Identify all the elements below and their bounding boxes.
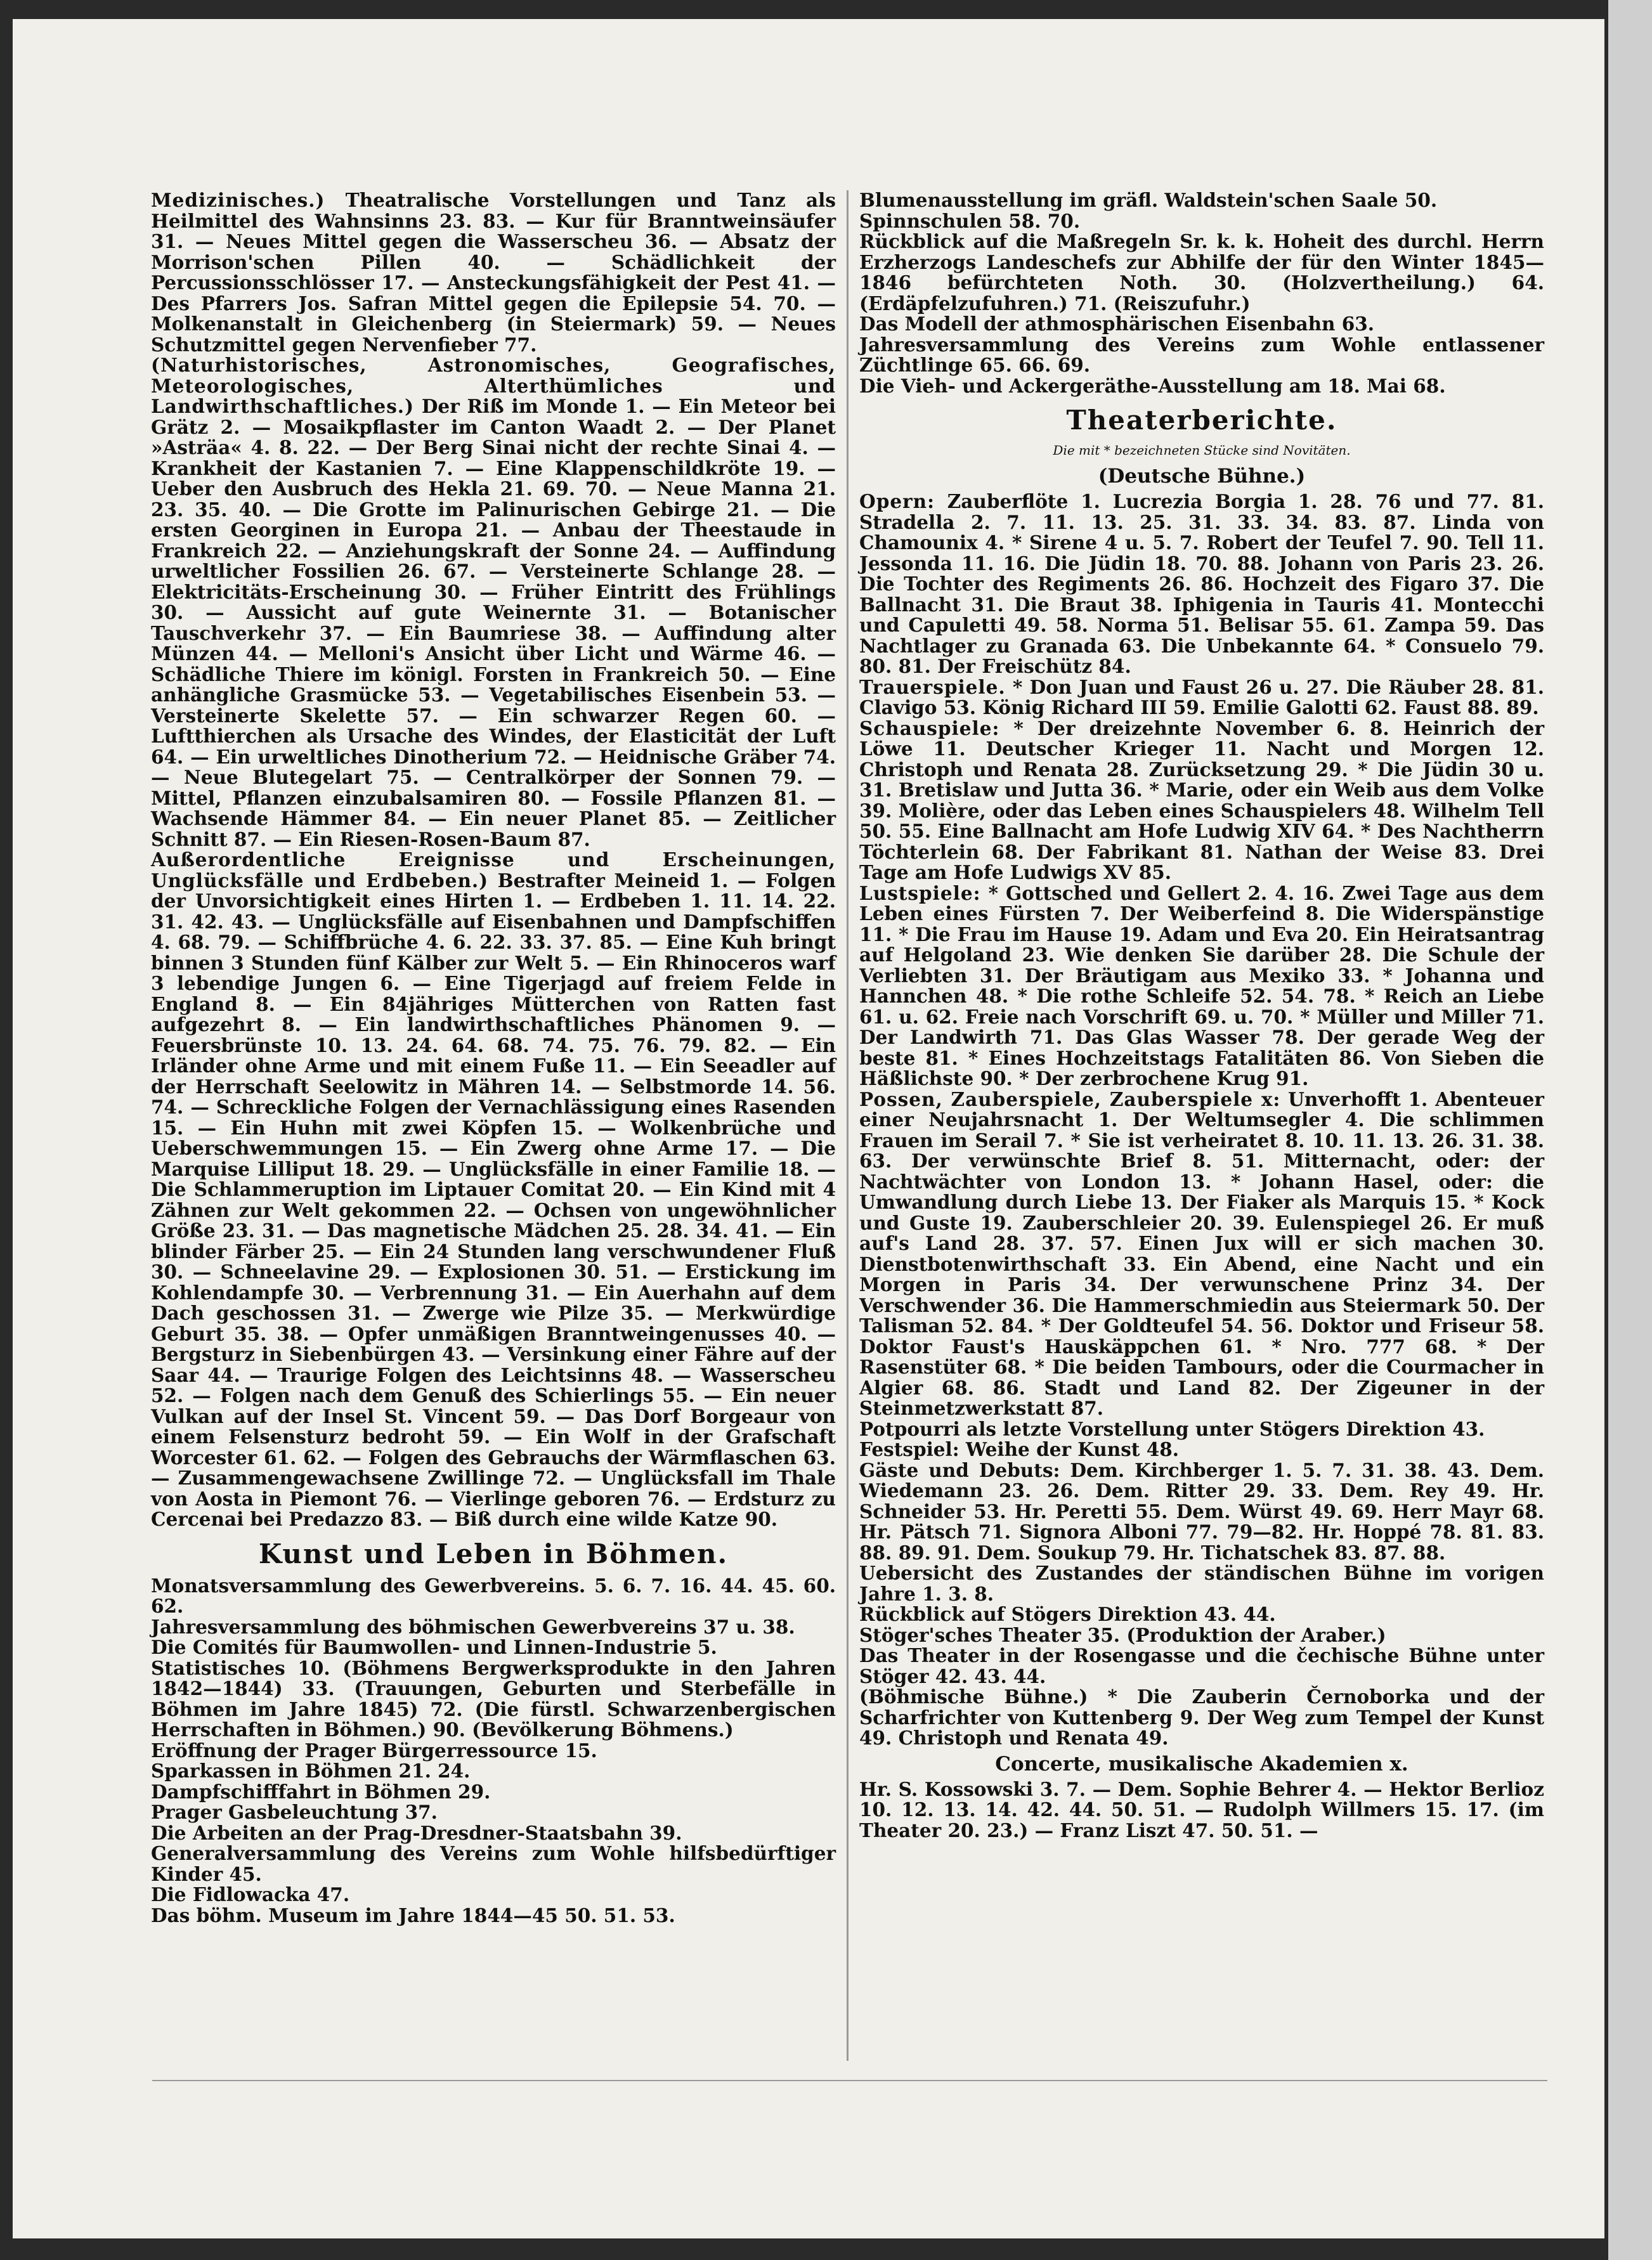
scan-top-edge xyxy=(0,0,1652,19)
left-column xyxy=(151,190,836,1926)
list-item: Die Vieh- und Ackergeräthe-Ausstellung am 18. Mai 68. xyxy=(859,374,1446,397)
list-item: Statistisches 10. (Böhmens Bergwerksprodukte in den Jahren 1842—1844) 33. (Trauungen, Geburten und Sterbefälle in Böhmen im Jahre 1845) 72. (Die fürstl. Schwarzenbergischen Herrschaften in Böhmen.) 90. (Bevölkerung Böhmens.) xyxy=(151,1656,836,1741)
list-item: Monatsversammlung des Gewerbvereins. 5. 6. 7. 16. 44. 45. 60. 62. xyxy=(151,1574,836,1617)
theatre-entry-comedies: Lustspiele: * Gottsched und Gellert 2. 4. 16. Zwei Tage aus dem Leben eines Fürsten 7. Der Weiberfeind 8. Die Widerspänstige 11. * Die Frau im Hause 19. Adam und Eva 20. Ein Heiratsantrag auf Helgoland 23. Wie denken Sie darüber 28. Die Schule der Verliebten 31. Der Bräutigam aus Mexiko 33. * Johanna und Hannchen 48. * Die rothe Schleife 52. 54. 78. * Reich an Liebe 61. u. 62. Freie nach Vorschrift 69. u. 70. * Müller und Miller 71. Der Landwirth 71. Das Glas Wasser 78. Der gerade Weg der beste 81. * Eines Hochzeitstags Fatalitäten 86. Von Sieben die Häßlichste 90. * Der zerbrochene Krug 91. xyxy=(859,881,1544,1089)
list-item: Eröffnung der Prager Bürgerressource 15. xyxy=(151,1739,597,1762)
list-item: Die Arbeiten an der Prag-Dresdner-Staatsbahn 39. xyxy=(151,1821,682,1844)
subheading-german-stage: (Deutsche Bühne.) xyxy=(1098,465,1306,488)
list-item: Rückblick auf Stögers Direktion 43. 44. xyxy=(859,1603,1276,1625)
theatre-entry-operas: Opern: Zauberflöte 1. Lucrezia Borgia 1. 28. 76 und 77. 81. Stradella 2. 7. 11. 13. 25. 31. 33. 34. 83. 87. Linda von Chamounix 4. * Sirene 4 u. 5. 7. Robert der Teufel 7. 90. Tell 11. Jessonda 11. 16. Die Jüdin 18. 70. 88. Johann von Paris 23. 26. Die Tochter des Regiments 26. 86. Hochzeit des Figaro 37. Die Ballnacht 31. Die Braut 38. Iphigenia in Tauris 41. Montecchi und Capuletti 49. 58. Norma 51. Belisar 55. 61. Zampa 59. Das Nachtlager zu Granada 63. Die Unbekannte 64. * Consuelo 79. 80. 81. Der Freischütz 84. xyxy=(859,490,1544,677)
list-item: Das Modell der athmosphärischen Eisenbahn 63. xyxy=(859,313,1375,335)
index-entry-natural-history: (Naturhistorisches, Astronomisches, Geografisches, Meteorologisches, Alterthümliches und Landwirthschaftliches.) Der Riß im Monde 1. — Ein Meteor bei Grätz 2. — Mosaikpflaster im Canton Waadt 2. — Der Planet »Asträa« 4. 8. 22. — Der Berg Sinai nicht der rechte Sinai 4. — Krankheit der Kastanien 7. — Eine Klappenschildkröte 19. — Ueber den Ausbruch des Hekla 21. 69. 70. — Neue Manna 21. 23. 35. 40. — Die Grotte im Palinurischen Gebirge 21. — Die ersten Georginen in Europa 21. — Anbau der Theestaude in Frankreich 22. — Anziehungskraft der Sonne 24. — Auffindung urweltlicher Fossilien 26. 67. — Versteinerte Schlange 28. — Elektricitäts-Erscheinung 30. — Früher Eintritt des Frühlings 30. — Aussicht auf gute Weinernte 31. — Botanischer Tauschverkehr 37. — Ein Baumriese 38. — Auffindung alter Münzen 44. — Melloni's Ansicht über Licht und Wärme 46. — Schädliche Thiere im königl. Forsten in Frankreich 50. — Eine anhängliche Grasmücke 53. — Vegetabilisches Eisenbein 53. — Versteinerte Skelette 57. — Ein schwarzer Regen 60. — Luftthierchen als Ursache des Windes, der Elasticität der Luft 64. — Ein urweltliches Dinotherium 72. — Heidnische Gräber 74. — Neue Blutegelart 75. — Centralkörper der Sonnen 79. — Mittel, Pflanzen einzubalsamiren 80. — Fossile Pflanzen 81. — Wachsende Hämmer 84. — Ein neuer Planet 85. — Zeitlicher Schnitt 87. — Ein Riesen-Rosen-Baum 87. xyxy=(151,354,836,850)
concerts-entry: Hr. S. Kossowski 3. 7. — Dem. Sophie Behrer 4. — Hektor Berlioz 10. 12. 13. 14. 42. 44. 50. 51. — Rudolph Willmers 15. 17. (im Theater 20. 23.) — Franz Liszt 47. 50. 51. — xyxy=(859,1777,1544,1841)
index-entry-medicine: Medizinisches.) Theatralische Vorstellungen und Tanz als Heilmittel des Wahnsinns 23. 83. — Kur für Branntweinsäufer 31. — Neues Mittel gegen die Wasserscheu 36. — Absatz der Morrison'schen Pillen 40. — Schädlichkeit der Percussionsschlösser 17. — Ansteckungsfähigkeit der Pest 41. — Des Pfarrers Jos. Safran Mittel gegen die Epilepsie 54. 70. — Molkenanstalt in Gleichenberg (in Steiermark) 59. — Neues Schutzmittel gegen Nervenfieber 77. xyxy=(151,189,836,356)
list-item: Generalversammlung des Vereins zum Wohle hilfsbedürftiger Kinder 45. xyxy=(151,1842,836,1885)
list-item: Jahresversammlung des böhmischen Gewerbvereins 37 u. 38. xyxy=(151,1615,795,1638)
list-item: Jahresversammlung des Vereins zum Wohle entlassener Züchtlinge 65. 66. 69. xyxy=(859,333,1544,376)
list-item: (Böhmische Bühne.) * Die Zauberin Černoborka und der Scharfrichter von Kuttenberg 9. Der Weg zum Tempel der Kunst 49. Christoph und Renata 49. xyxy=(859,1685,1544,1749)
list-item: Festspiel: Weihe der Kunst 48. xyxy=(859,1438,1180,1460)
theatre-entry-tragedies: Trauerspiele. * Don Juan und Faust 26 u. 27. Die Räuber 28. 81. Clavigo 53. König Richard III 59. Emilie Galotti 62. Faust 88. 89. xyxy=(859,675,1544,718)
list-item: Die Fidlowacka 47. xyxy=(151,1883,350,1906)
theatre-entry-dramas: Schauspiele: * Der dreizehnte November 6. 8. Heinrich der Löwe 11. Deutscher Krieger 11. Nacht und Morgen 12. Christoph und Renata 28. Zurücksetzung 29. * Die Jüdin 30 u. 31. Bretislaw und Jutta 36. * Marie, oder ein Weib aus dem Volke 39. Molière, oder das Leben eines Schauspielers 48. Wilhelm Tell 50. 55. Eine Ballnacht am Hofe Ludwig XIV 64. * Des Nachtherrn Töchterlein 68. Der Fabrikant 81. Nathan der Weise 83. Drei Tage am Hofe Ludwigs XV 85. xyxy=(859,717,1544,883)
column-divider xyxy=(847,190,849,2061)
list-item: Prager Gasbeleuchtung 37. xyxy=(151,1801,438,1823)
list-item: Uebersicht des Zustandes der ständischen Bühne im vorigen Jahre 1. 3. 8. xyxy=(859,1562,1544,1605)
list-item: Das böhm. Museum im Jahre 1844—45 50. 51. 53. xyxy=(151,1904,675,1926)
list-item: Rückblick auf die Maßregeln Sr. k. k. Hoheit des durchl. Herrn Erzherzogs Landeschefs zur Abhilfe der für den Winter 1845—1846 befürchteten Noth. 30. (Holzvertheilung.) 64. (Erdäpfelzufuhren.) 71. (Reiszufuhr.) xyxy=(859,230,1544,315)
list-item: Spinnschulen 58. 70. xyxy=(859,209,1081,232)
section-title-theatre: Theaterberichte. xyxy=(1066,405,1337,436)
section-title-concerts: Concerte, musikalische Akademien x. xyxy=(995,1752,1408,1776)
list-item: Potpourri als letzte Vorstellung unter Stögers Direktion 43. xyxy=(859,1417,1485,1440)
scan-right-edge xyxy=(1604,0,1652,2260)
list-item: Dampfschifffahrt in Böhmen 29. xyxy=(151,1780,491,1803)
list-item: Sparkassen in Böhmen 21. 24. xyxy=(151,1760,471,1782)
list-item: Stöger'sches Theater 35. (Produktion der Araber.) xyxy=(859,1623,1386,1646)
list-item: Die Comités für Baumwollen- und Linnen-Industrie 5. xyxy=(151,1636,717,1658)
index-entry-events: Außerordentliche Ereignisse und Erscheinungen, Unglücksfälle und Erdbeben.) Bestrafter Meineid 1. — Folgen der Unvorsichtigkeit eines Hirten 1. — Erdbeben 1. 11. 14. 22. 31. 42. 43. — Unglücksfälle auf Eisenbahnen und Dampfschiffen 4. 68. 79. — Schiffbrüche 4. 6. 22. 33. 37. 85. — Eine Kuh bringt binnen 3 Stunden fünf Kälber zur Welt 5. — Ein Rhinoceros warf 3 lebendige Jungen 6. — Eine Tigerjagd auf freiem Felde in England 8. — Ein 84jähriges Mütterchen von Ratten fast aufgezehrt 8. — Ein landwirthschaftliches Phänomen 9. — Feuersbrünste 10. 13. 24. 64. 68. 74. 75. 76. 79. 82. — Ein Irländer ohne Arme und mit einem Fuße 11. — Ein Seeadler auf der Herrschaft Seelowitz in Mähren 14. — Selbstmorde 14. 56. 74. — Schreckliche Folgen der Vernachlässigung eines Rasenden 15. — Ein Huhn mit zwei Köpfen 15. — Wolkenbrüche und Ueberschwemmungen 15. — Ein Zwerg ohne Arme 17. — Die Marquise Lilliput 18. 29. — Unglücksfälle in einer Familie 18. — Die Schlammeruption im Liptauer Comitat 20. — Ein Kind mit 4 Zähnen zur Welt gekommen 22. — Ochsen von ungewöhnlicher Größe 23. 31. — Das magnetische Mädchen 25. 28. 34. 41. — Ein blinder Färber 25. — Ein 24 Stunden lang verschwundener Fluß 30. — Schneelavine 29. — Explosionen 30. 51. — Erstickung im Kohlendampfe 30. — Verbrennung 31. — Ein Auerhahn auf dem Dach geschossen 31. — Zwerge wie Pilze 35. — Merkwürdige Geburt 35. 38. — Opfer unmäßigen Branntweingenusses 40. — Bergsturz in Siebenbürgen 43. — Versinkung einer Fähre auf der Saar 44. — Traurige Folgen des Leichtsinns 48. — Wasserscheu 52. — Folgen nach dem Genuß des Schierlings 55. — Ein neuer Vulkan auf der Insel St. Vincent 59. — Das Dorf Borgeaur von einem Felsensturz bedroht 59. — Ein Wolf in der Grafschaft Worcester 61. 62. — Folgen des Gebrauchs der Wärmflaschen 63. — Zusammengewachsene Zwillinge 72. — Unglücksfall im Thale von Aosta in Piemont 76. — Vierlinge geboren 76. — Erdsturz zu Cercenai bei Predazzo 83. — Biß durch eine wilde Katze 90. xyxy=(151,848,836,1530)
section-title-bohemia: Kunst und Leben in Böhmen. xyxy=(258,1538,729,1569)
theatre-entry-farces: Possen, Zauberspiele, Zauberspiele x: Unverhofft 1. Abenteuer einer Neujahrsnacht 1. Der Weltumsegler 4. Die schlimmen Frauen im Serail 7. * Sie ist verheiratet 8. 10. 11. 13. 26. 31. 38. 63. Der verwünschte Brief 8. 51. Mitternacht, oder: der Nachtwächter von London 13. * Johann Hasel, oder: die Umwandlung durch Liebe 13. Der Fiaker als Marquis 15. * Kock und Guste 19. Zauberschleier 20. 39. Eulenspiegel 26. Er muß auf's Land 28. 37. 57. Einen Jux will er sich machen 30. Dienstbotenwirthschaft 33. Ein Abend, eine Nacht und ein Morgen in Paris 34. Der verwunschene Prinz 34. Der Verschwender 36. Die Hammerschmiedin aus Steiermark 50. Der Talisman 52. 84. * Der Goldteufel 54. 56. Doktor und Friseur 58. Doktor Faust's Hauskäppchen 61. * Nro. 777 68. * Der Rasenstüter 68. * Die beiden Tambours, oder die Courmacher in Algier 68. 86. Stadt und Land 82. Der Zigeuner in der Steinmetzwerkstatt 87. xyxy=(859,1088,1544,1419)
right-column xyxy=(859,190,1544,1841)
list-item: Das Theater in der Rosengasse und die čechische Bühne unter Stöger 42. 43. 44. xyxy=(859,1644,1544,1687)
bottom-rule xyxy=(152,2080,1547,2081)
list-item: Gäste und Debuts: Dem. Kirchberger 1. 5. 7. 31. 38. 43. Dem. Wiedemann 23. 26. Dem. Ritter 29. 33. Dem. Rey 49. Hr. Schneider 53. Hr. Peretti 55. Dem. Würst 49. 69. Herr Mayr 68. Hr. Pätsch 71. Signora Alboni 77. 79—82. Hr. Hoppé 78. 81. 83. 88. 89. 91. Dem. Soukup 79. Hr. Tichatschek 83. 87. 88. xyxy=(859,1458,1544,1564)
theatre-footnote: Die mit * bezeichneten Stücke sind Novitäten. xyxy=(1053,443,1351,458)
list-item: Blumenausstellung im gräfl. Waldstein'schen Saale 50. xyxy=(859,189,1438,211)
